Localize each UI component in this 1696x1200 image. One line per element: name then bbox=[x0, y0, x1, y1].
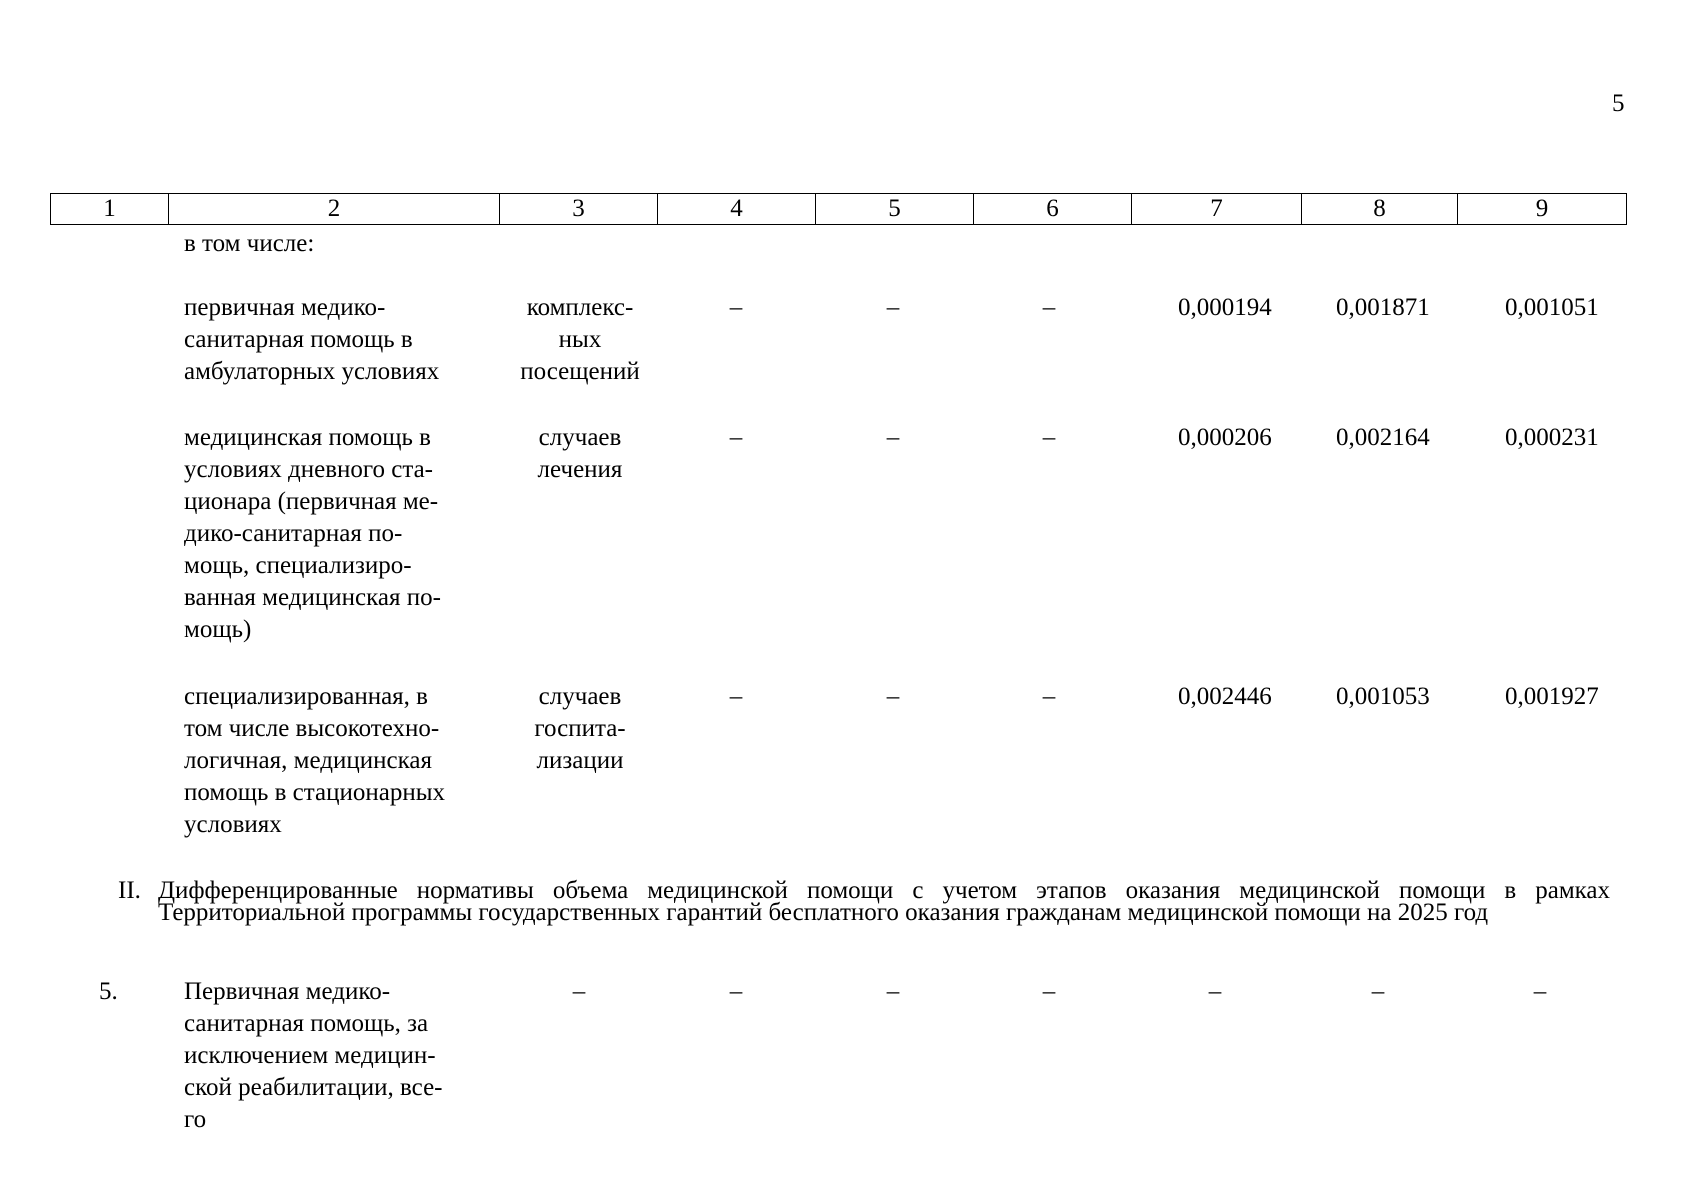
row-2-label bbox=[184, 422, 486, 646]
row-3-col-4: – bbox=[729, 683, 743, 710]
row-3-col-8: 0,001053 bbox=[1336, 683, 1430, 710]
row-1-unit bbox=[500, 292, 660, 388]
header-col-1: 1 bbox=[51, 194, 169, 225]
row-2-label-line: ванная медицинская по- bbox=[184, 584, 441, 611]
row-1-col-4: – bbox=[729, 294, 743, 321]
section-ii-heading bbox=[118, 877, 1610, 926]
row-5-label-line: го bbox=[184, 1106, 207, 1133]
row-1-col-7: 0,000194 bbox=[1178, 294, 1272, 321]
row-5-label-line: исключением медицин- bbox=[184, 1042, 436, 1069]
row-3-label-line: помощь в стационарных bbox=[184, 779, 446, 806]
row-1-col-5: – bbox=[886, 294, 900, 321]
row-1-unit-line: ных bbox=[558, 326, 602, 353]
row-3-label-line: условиях bbox=[184, 811, 282, 838]
row-1-label bbox=[184, 292, 486, 388]
row-3-label-line: том числе высокотехно- bbox=[184, 715, 440, 742]
row-2-col-8: 0,002164 bbox=[1336, 424, 1430, 451]
row-3-unit-line: случаев bbox=[538, 683, 622, 710]
header-col-6: 6 bbox=[974, 194, 1132, 225]
row-2-label-line: медицинская помощь в bbox=[184, 424, 431, 451]
row-3-col-6: – bbox=[1042, 683, 1056, 710]
row-1-col-9: 0,001051 bbox=[1505, 294, 1599, 321]
row-5-col-6: – bbox=[1042, 978, 1056, 1005]
section-ii-text: Дифференцированные нормативы объема медицинской помощи с учетом этапов оказания медицинской помощи в рамках Территориальной программы государственных гарантий бесплатного оказания гражданам медицинской помощи на 2025 год bbox=[158, 877, 1610, 926]
row-3-col-7: 0,002446 bbox=[1178, 683, 1272, 710]
header-col-9: 9 bbox=[1458, 194, 1627, 225]
row-5-col-4: – bbox=[729, 978, 743, 1005]
row-5-label bbox=[184, 976, 486, 1136]
header-col-7: 7 bbox=[1132, 194, 1302, 225]
row-1-label-line: первичная медико- bbox=[184, 294, 386, 321]
row-2-unit bbox=[500, 422, 660, 486]
row-3-col-5: – bbox=[886, 683, 900, 710]
row-2-label-line: мощь) bbox=[184, 616, 252, 643]
row-2-label-line: условиях дневного ста- bbox=[184, 456, 434, 483]
row-2-col-4: – bbox=[729, 424, 743, 451]
column-number-header bbox=[50, 193, 1627, 225]
row-3-col-9: 0,001927 bbox=[1505, 683, 1599, 710]
row-2-col-7: 0,000206 bbox=[1178, 424, 1272, 451]
row-5-number: 5. bbox=[99, 978, 118, 1005]
row-1-col-8: 0,001871 bbox=[1336, 294, 1430, 321]
row-5-col-5: – bbox=[886, 978, 900, 1005]
row-3-label-line: специализированная, в bbox=[184, 683, 428, 710]
row-2-col-6: – bbox=[1042, 424, 1056, 451]
row-5-label-line: санитарная помощь, за bbox=[184, 1010, 429, 1037]
including-label: в том числе: bbox=[184, 230, 315, 257]
section-ii-number: II. bbox=[118, 877, 141, 904]
row-2-col-5: – bbox=[886, 424, 900, 451]
row-5-label-line: Первичная медико- bbox=[184, 978, 391, 1005]
row-3-unit bbox=[500, 681, 660, 777]
header-col-5: 5 bbox=[816, 194, 974, 225]
row-1-unit-line: комплекс- bbox=[526, 294, 634, 321]
row-3-unit-line: госпита- bbox=[534, 715, 626, 742]
row-2-unit-line: случаев bbox=[538, 424, 622, 451]
row-2-label-line: мощь, специализиро- bbox=[184, 552, 412, 579]
row-2-unit-line: лечения bbox=[537, 456, 623, 483]
row-1-col-6: – bbox=[1042, 294, 1056, 321]
row-1-label-line: санитарная помощь в bbox=[184, 326, 413, 353]
row-3-label bbox=[184, 681, 486, 841]
header-col-4: 4 bbox=[658, 194, 816, 225]
header-col-8: 8 bbox=[1302, 194, 1458, 225]
row-5-col-3: – bbox=[572, 978, 586, 1005]
row-5-col-9: – bbox=[1533, 978, 1547, 1005]
row-1-label-line: амбулаторных условиях bbox=[184, 358, 440, 385]
row-1-unit-line: посещений bbox=[520, 358, 640, 385]
row-3-label-line: логичная, медицинская bbox=[184, 747, 432, 774]
row-3-unit-line: лизации bbox=[536, 747, 624, 774]
row-2-label-line: ционара (первичная ме- bbox=[184, 488, 439, 515]
header-col-3: 3 bbox=[500, 194, 658, 225]
row-5-col-7: – bbox=[1208, 978, 1222, 1005]
row-2-label-line: дико-санитарная по- bbox=[184, 520, 403, 547]
header-col-2: 2 bbox=[169, 194, 500, 225]
page-number: 5 bbox=[1612, 90, 1625, 117]
row-5-label-line: ской реабилитации, все- bbox=[184, 1074, 443, 1101]
row-5-col-8: – bbox=[1371, 978, 1385, 1005]
row-2-col-9: 0,000231 bbox=[1505, 424, 1599, 451]
